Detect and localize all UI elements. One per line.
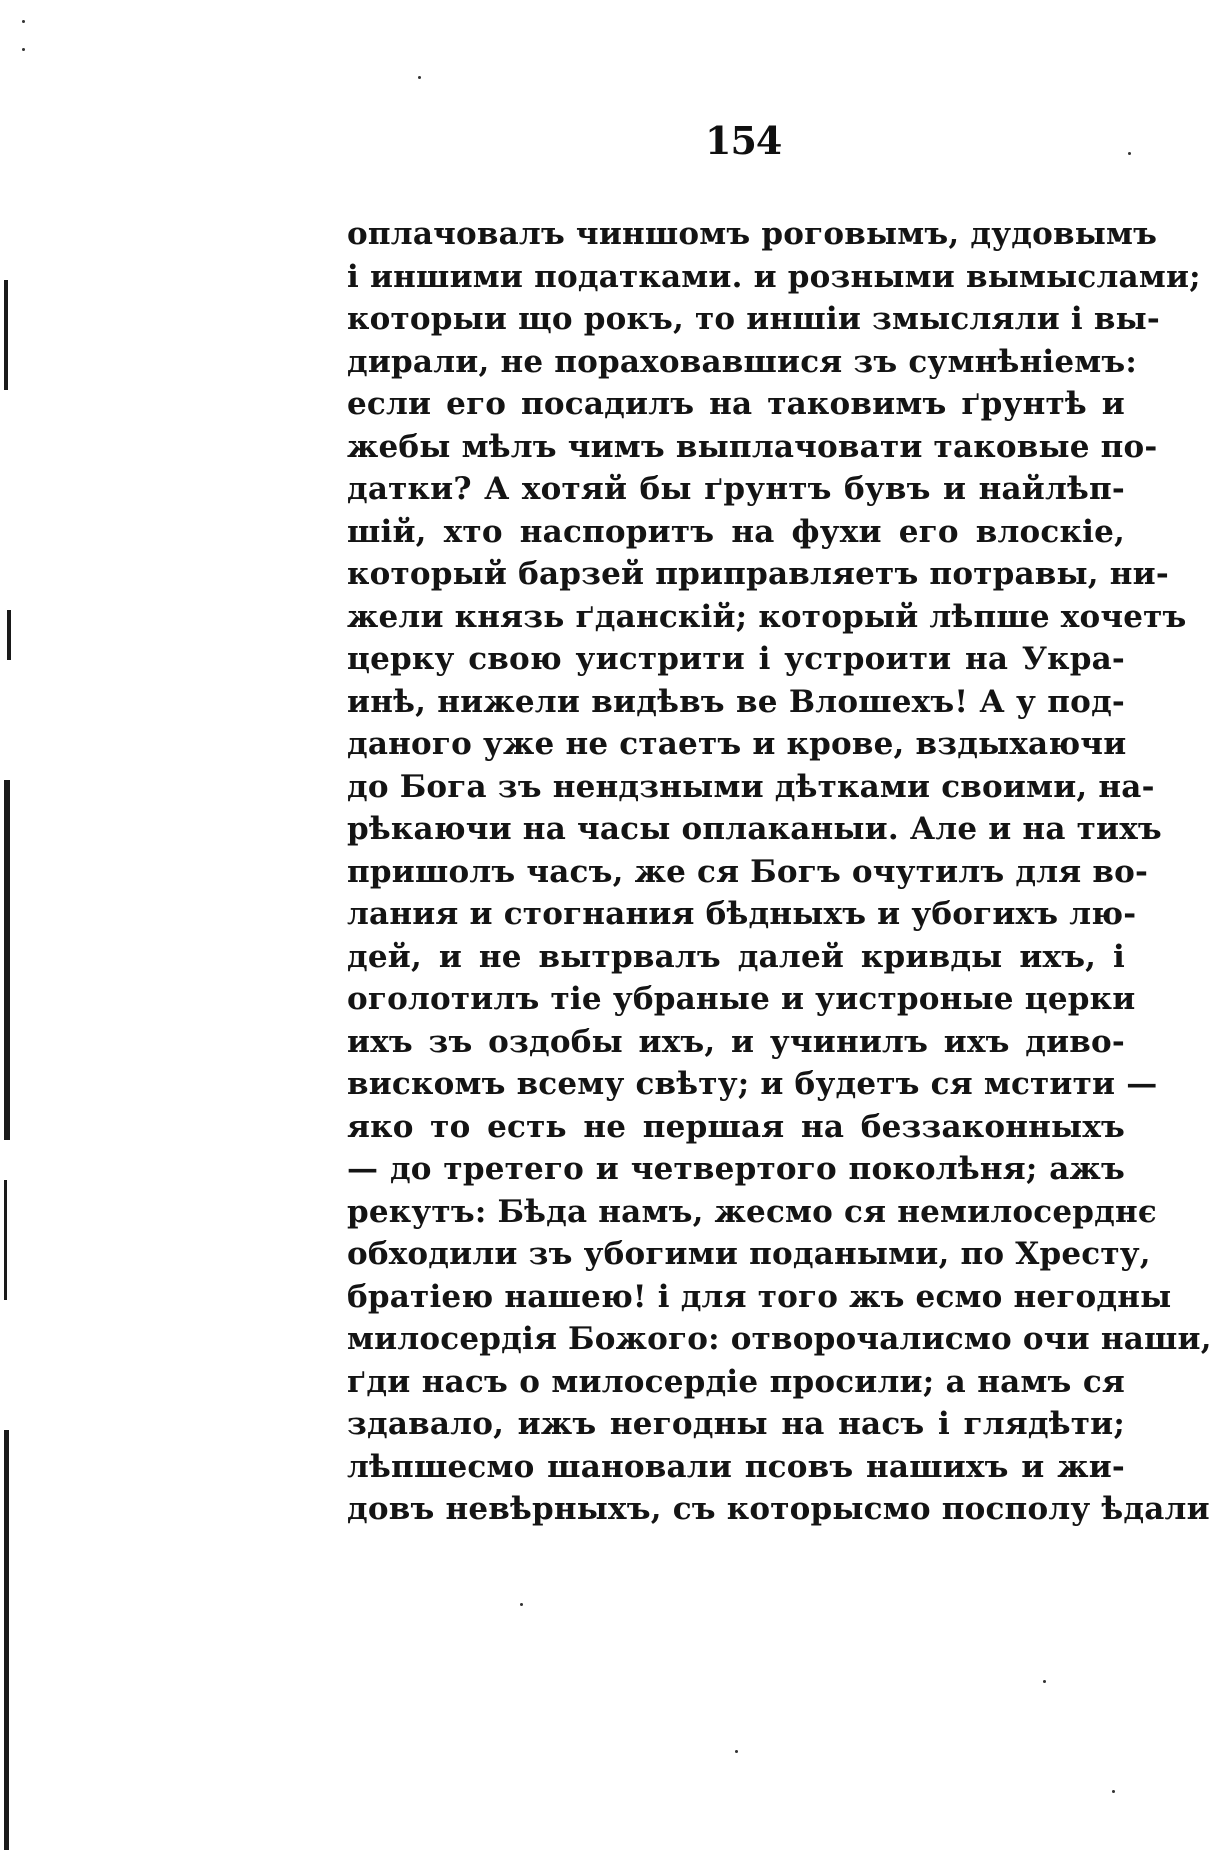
text-line: если его посадилъ на таковимъ ґрунтѣ и	[347, 386, 1125, 422]
text-line: ґди насъ о милосердіе просили; а намъ ся	[347, 1363, 1125, 1400]
text-line: даного уже не стаетъ и крове, вздыхаючи	[347, 726, 1127, 762]
text-line: — до третего и четвертого поколѣня; ажъ	[347, 1151, 1125, 1187]
text-line: ихъ зъ оздобы ихъ, и учинилъ ихъ диво-	[347, 1023, 1125, 1060]
text-line: дирали, не пораховавшися зъ сумнѣніемъ:	[347, 343, 1138, 380]
text-line: оголотилъ тіе убраные и уистроные церки	[347, 981, 1136, 1017]
scan-speck	[22, 48, 25, 51]
text-line: милосердія Божого: отворочалисмо очи наши,	[347, 1321, 1212, 1357]
text-line: жели князь ґданскій; который лѣпше хочетъ	[347, 598, 1187, 635]
page-text-body	[347, 213, 1212, 1531]
text-line: братіею нашею! і для того жъ есмо негодны	[347, 1278, 1172, 1315]
text-line: вискомъ всему свѣту; и будетъ ся мстити —	[347, 1066, 1158, 1102]
text-line: здавало, ижъ негодны на насъ і глядѣти;	[347, 1406, 1125, 1442]
page-number: 154	[705, 118, 782, 163]
text-line: жебы мѣлъ чимъ выплачовати таковые по-	[347, 428, 1158, 465]
text-line: довъ невѣрныхъ, съ которысмо посполу ѣдали	[347, 1491, 1210, 1527]
text-line: церку свою уистрити і устроити на Укра-	[347, 641, 1125, 677]
scan-speck	[1043, 1680, 1046, 1683]
text-line: і иншими податками. и розными вымыслами;	[347, 258, 1201, 295]
scan-speck	[1128, 152, 1131, 155]
text-line: дей, и не вытрвалъ далей кривды ихъ, і	[347, 938, 1125, 975]
text-line: до Бога зъ нендзными дѣтками своими, на-	[347, 768, 1155, 805]
text-line: лѣпшесмо шановали псовъ нашихъ и жи-	[347, 1448, 1125, 1485]
text-line: обходили зъ убогими подаными, по Хресту,	[347, 1236, 1151, 1272]
scan-speck	[1112, 1790, 1115, 1793]
scan-speck	[418, 76, 421, 79]
text-line: оплачовалъ чиншомъ роговымъ, дудовымъ	[347, 216, 1158, 252]
text-line: датки? А хотяй бы ґрунтъ бувъ и найлѣп-	[347, 471, 1125, 507]
scan-speck	[735, 1750, 738, 1753]
text-line: рекутъ: Бѣда намъ, жесмо ся немилосерднє	[347, 1193, 1157, 1230]
scan-speck	[520, 1603, 523, 1606]
text-line: лания и стогнания бѣдныхъ и убогихъ лю-	[347, 896, 1137, 932]
scan-speck	[22, 20, 25, 23]
text-line: шій, хто наспоритъ на фухи его влоскіе,	[347, 513, 1125, 550]
scan-edge-artifact	[4, 280, 14, 1840]
text-line: пришолъ часъ, же ся Богъ очутилъ для во-	[347, 853, 1149, 890]
text-line: инѣ, нижели видѣвъ ве Влошехъ! А у под-	[347, 683, 1125, 720]
text-line: который барзей приправляетъ потравы, ни-	[347, 556, 1169, 592]
text-line: яко то есть не першая на беззаконныхъ	[347, 1108, 1125, 1145]
text-line: рѣкаючи на часы оплаканыи. Але и на тихъ	[347, 811, 1162, 847]
text-line: которыи що рокъ, то иншіи змысляли і вы-	[347, 301, 1160, 337]
